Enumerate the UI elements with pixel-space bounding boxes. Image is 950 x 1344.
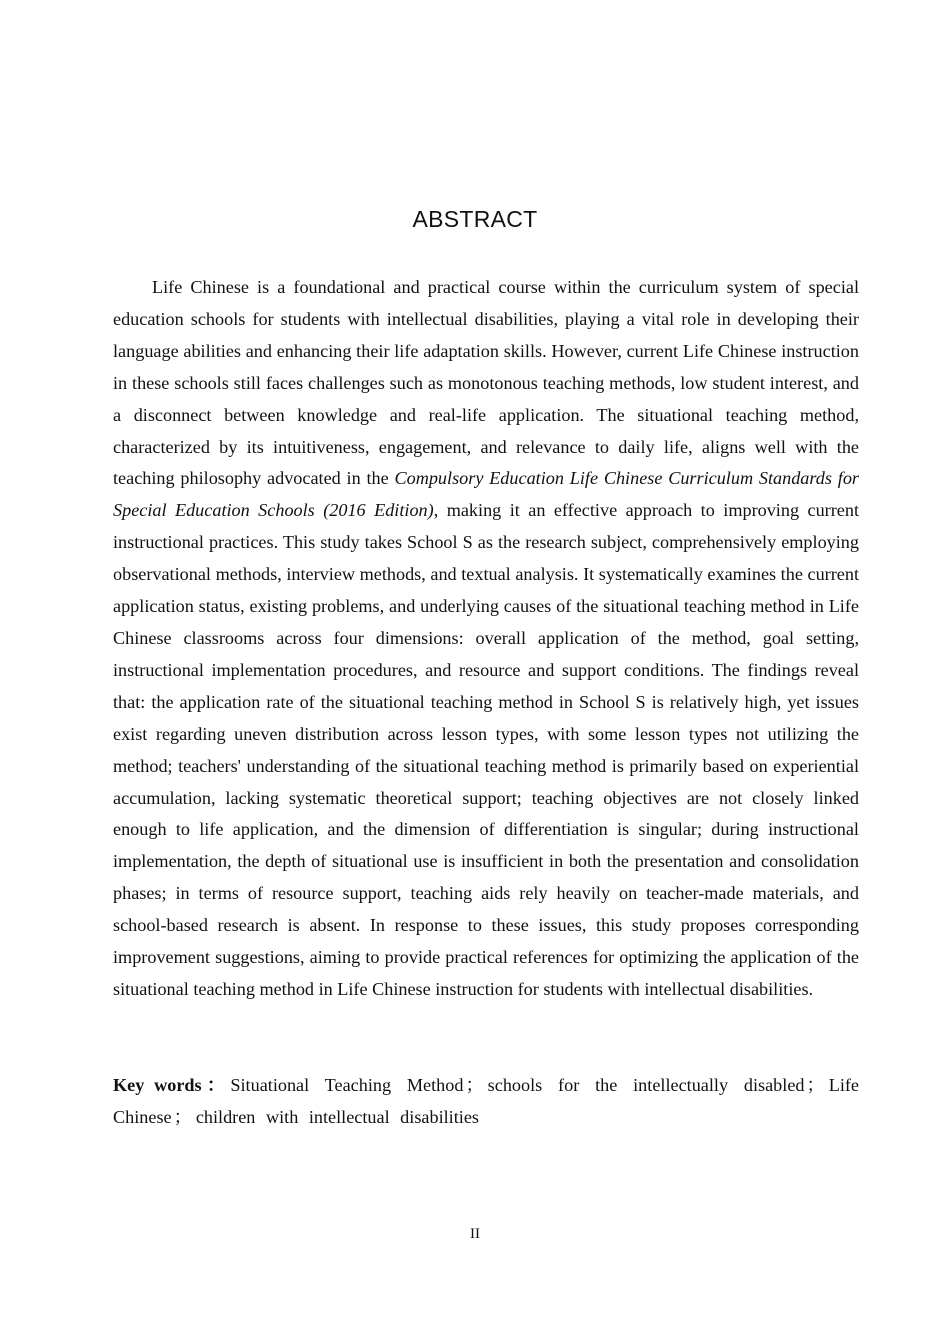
keyword-separator: ；: [465, 1075, 484, 1095]
keyword-item: schools for the intellectually disabled: [487, 1075, 805, 1095]
keyword-item: Situational Teaching Method: [230, 1075, 464, 1095]
abstract-paragraph: [113, 272, 859, 1006]
page-number: II: [470, 1226, 480, 1242]
keyword-separator: ；: [173, 1106, 192, 1127]
page-title: ABSTRACT: [412, 206, 538, 232]
abstract-cited-title: Compulsory Education Life Chinese Curriculum Standards for Special Education Schools (2016 Edition): [113, 468, 859, 521]
keyword-item: children with intellectual disabilities: [195, 1106, 479, 1127]
abstract-text-part-2: , making it an effective approach to improving current instructional practices. This study takes School S as the research subject, comprehensively employing observational methods, interview methods, and textual analysis. It systematically examines the current application status, existing problems, and underlying causes of the situational teaching method in Life Chinese classrooms across four dimensions: overall application of the method, goal setting, instructional implementation procedures, and resource and support conditions. The findings reveal that: the application rate of the situational teaching method in School S is relatively high, yet issues exist regarding uneven distribution across lesson types, with some lesson types not utilizing the method; teachers' understanding of the situational teaching method is primarily based on experiential accumulation, lacking systematic theoretical support; teaching objectives are not closely linked enough to life application, and the dimension of differentiation is singular; during instructional implementation, the depth of situational use is insufficient in both the presentation and consolidation phases; in terms of resource support, teaching aids rely heavily on teacher-made materials, and school-based research is absent. In response to these issues, this study proposes corresponding improvement suggestions, aiming to provide practical references for optimizing the application of the situational teaching method in Life Chinese instruction for students with intellectual disabilities.: [113, 500, 859, 999]
keywords-line: [113, 1070, 859, 1134]
keyword-item: Life Chinese: [113, 1075, 859, 1127]
keyword-separator: ；: [806, 1075, 825, 1095]
keywords-label: Key words：: [113, 1075, 231, 1095]
abstract-text-part-1: Life Chinese is a foundational and practical course within the curriculum system of special education schools for students with intellectual disabilities, playing a vital role in developing their language abilities and enhancing their life adaptation skills. However, current Life Chinese instruction in these schools still faces challenges such as monotonous teaching methods, low student interest, and a disconnect between knowledge and real-life application. The situational teaching method, characterized by its intuitiveness, engagement, and relevance to daily life, aligns well with the teaching philosophy advocated in the: [113, 277, 859, 489]
